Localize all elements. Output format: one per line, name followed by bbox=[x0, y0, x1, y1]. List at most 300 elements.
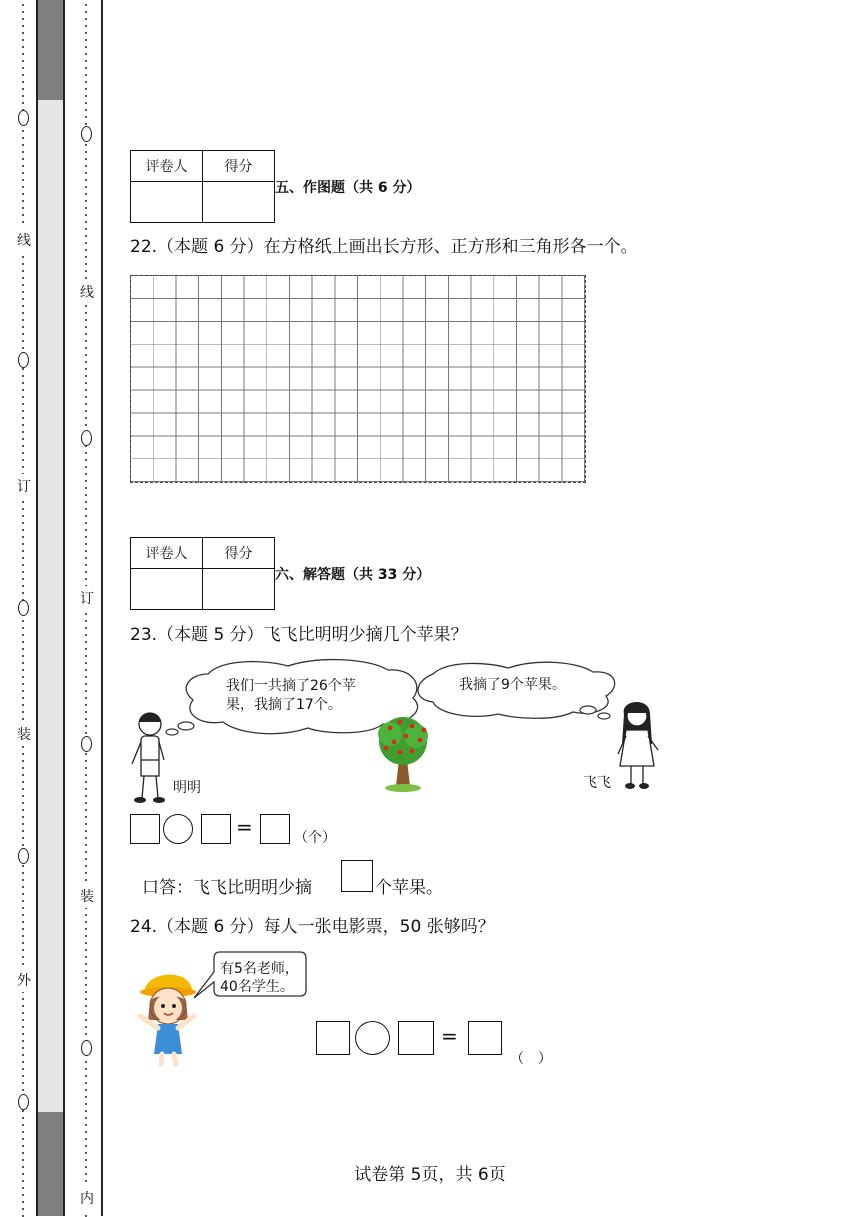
operator-circle[interactable] bbox=[355, 1021, 390, 1055]
margin-dot bbox=[85, 494, 87, 496]
margin-dot bbox=[22, 893, 24, 895]
margin-dot bbox=[85, 718, 87, 720]
margin-dot bbox=[85, 46, 87, 48]
margin-dot bbox=[22, 1068, 24, 1070]
margin-dot bbox=[22, 1208, 24, 1210]
margin-dot bbox=[85, 326, 87, 328]
margin-dot bbox=[22, 879, 24, 881]
margin-dot bbox=[85, 1145, 87, 1147]
margin-dot bbox=[22, 347, 24, 349]
margin-dot bbox=[85, 872, 87, 874]
margin-dot bbox=[22, 900, 24, 902]
margin-dot bbox=[22, 620, 24, 622]
margin-dot bbox=[22, 571, 24, 573]
margin-dot bbox=[22, 333, 24, 335]
margin-dot bbox=[22, 277, 24, 279]
margin-dot bbox=[22, 95, 24, 97]
q24-bubble-line2: 40名学生。 bbox=[220, 979, 294, 995]
margin-dot bbox=[22, 711, 24, 713]
margin-dot bbox=[85, 312, 87, 314]
margin-dot bbox=[85, 340, 87, 342]
margin-dot bbox=[22, 669, 24, 671]
margin-dot bbox=[22, 886, 24, 888]
margin-dot bbox=[85, 858, 87, 860]
margin-dot bbox=[22, 200, 24, 202]
margin-dot bbox=[22, 396, 24, 398]
margin-dot bbox=[22, 641, 24, 643]
margin-dot bbox=[22, 11, 24, 13]
reviewer-header: 评卷人 bbox=[131, 151, 203, 182]
margin-dot bbox=[85, 144, 87, 146]
margin-dot bbox=[85, 214, 87, 216]
boy-mingming-icon bbox=[132, 713, 165, 803]
margin-dot bbox=[85, 18, 87, 20]
margin-dot bbox=[22, 424, 24, 426]
inner-label-seal: 装 bbox=[80, 884, 94, 908]
margin-dot bbox=[85, 697, 87, 699]
margin-dot bbox=[22, 438, 24, 440]
margin-dot bbox=[85, 550, 87, 552]
binding-hole-icon bbox=[18, 848, 29, 864]
margin-dot bbox=[22, 130, 24, 132]
margin-dot bbox=[22, 1040, 24, 1042]
margin-dot bbox=[85, 354, 87, 356]
margin-dot bbox=[22, 459, 24, 461]
margin-dot bbox=[85, 347, 87, 349]
margin-dot bbox=[22, 1054, 24, 1056]
operator-circle[interactable] bbox=[163, 814, 193, 844]
margin-dot bbox=[22, 627, 24, 629]
girl-with-hat-icon bbox=[140, 975, 196, 1064]
question-24: 24.（本题 6 分）每人一张电影票，50 张够吗？ bbox=[130, 917, 495, 937]
margin-dot bbox=[22, 767, 24, 769]
binding-hole-icon bbox=[18, 352, 29, 368]
margin-dot bbox=[22, 1047, 24, 1049]
margin-dot bbox=[85, 165, 87, 167]
margin-dot bbox=[22, 914, 24, 916]
answer-box[interactable] bbox=[201, 814, 231, 844]
question-23: 23.（本题 5 分）飞飞比明明少摘几个苹果？ bbox=[130, 625, 468, 645]
answer-box[interactable] bbox=[316, 1021, 350, 1055]
margin-dot bbox=[22, 1201, 24, 1203]
margin-dot bbox=[85, 396, 87, 398]
margin-dot bbox=[22, 340, 24, 342]
margin-dot bbox=[22, 1033, 24, 1035]
margin-dot bbox=[85, 158, 87, 160]
margin-dot bbox=[22, 67, 24, 69]
margin-dot bbox=[85, 1089, 87, 1091]
margin-dot bbox=[85, 200, 87, 202]
margin-dot bbox=[22, 501, 24, 503]
margin-dot bbox=[85, 830, 87, 832]
margin-dot bbox=[85, 319, 87, 321]
margin-dot bbox=[85, 1096, 87, 1098]
margin-dot bbox=[85, 333, 87, 335]
bubble-left-line2: 果，我摘了17个。 bbox=[226, 697, 342, 713]
margin-dot bbox=[22, 536, 24, 538]
reviewer-header: 评卷人 bbox=[131, 538, 203, 569]
outer-label-outside: 外 bbox=[17, 968, 31, 992]
margin-dot bbox=[85, 669, 87, 671]
margin-dot bbox=[22, 543, 24, 545]
margin-dot bbox=[85, 1082, 87, 1084]
margin-dot bbox=[85, 760, 87, 762]
margin-dot bbox=[22, 81, 24, 83]
margin-dot bbox=[22, 963, 24, 965]
margin-dot bbox=[85, 389, 87, 391]
margin-dot bbox=[22, 53, 24, 55]
margin-dot bbox=[22, 788, 24, 790]
margin-dot bbox=[85, 676, 87, 678]
margin-dot bbox=[22, 942, 24, 944]
margin-dot bbox=[85, 368, 87, 370]
margin-dot bbox=[22, 949, 24, 951]
margin-dot bbox=[22, 18, 24, 20]
margin-dot bbox=[22, 935, 24, 937]
margin-line-left bbox=[36, 0, 38, 1216]
margin-dot bbox=[85, 571, 87, 573]
margin-dot bbox=[85, 823, 87, 825]
margin-dot bbox=[85, 221, 87, 223]
page-footer: 试卷第 5页，共 6页 bbox=[354, 1165, 506, 1185]
margin-dot bbox=[85, 459, 87, 461]
question-22: 22.（本题 6 分）在方格纸上画出长方形、正方形和三角形各一个。 bbox=[130, 237, 638, 257]
margin-dot bbox=[85, 508, 87, 510]
margin-dot bbox=[85, 543, 87, 545]
margin-dot bbox=[85, 704, 87, 706]
margin-dot bbox=[22, 431, 24, 433]
margin-dot bbox=[85, 984, 87, 986]
margin-dot bbox=[22, 823, 24, 825]
answer-box[interactable] bbox=[468, 1021, 502, 1055]
score-table-6 bbox=[130, 537, 275, 610]
margin-dot bbox=[22, 690, 24, 692]
oral-answer-prefix: 口答：飞飞比明明少摘 bbox=[142, 878, 312, 898]
margin-dot bbox=[22, 284, 24, 286]
margin-dot bbox=[22, 697, 24, 699]
margin-dot bbox=[85, 928, 87, 930]
margin-dot bbox=[85, 564, 87, 566]
margin-dot bbox=[85, 1033, 87, 1035]
margin-dot bbox=[22, 1187, 24, 1189]
margin-dot bbox=[22, 1152, 24, 1154]
margin-dot bbox=[22, 375, 24, 377]
margin-dot bbox=[85, 172, 87, 174]
margin-dot bbox=[22, 816, 24, 818]
outer-label-seal: 装 bbox=[17, 722, 31, 746]
oral-answer-box[interactable] bbox=[341, 860, 373, 892]
margin-dot bbox=[85, 1138, 87, 1140]
margin-dot bbox=[85, 802, 87, 804]
margin-dot bbox=[22, 585, 24, 587]
answer-parentheses: （ ） bbox=[510, 1051, 552, 1067]
margin-dot bbox=[85, 403, 87, 405]
margin-dot bbox=[22, 809, 24, 811]
margin-dot bbox=[22, 403, 24, 405]
margin-dot bbox=[85, 1117, 87, 1119]
margin-dot bbox=[85, 774, 87, 776]
margin-dot bbox=[22, 445, 24, 447]
margin-dot bbox=[22, 998, 24, 1000]
margin-dot bbox=[85, 837, 87, 839]
margin-dot bbox=[85, 193, 87, 195]
margin-dot bbox=[85, 305, 87, 307]
score-cell[interactable] bbox=[203, 182, 275, 223]
margin-dot bbox=[22, 760, 24, 762]
girl-name-label: 飞飞 bbox=[583, 775, 611, 791]
margin-dot bbox=[85, 732, 87, 734]
margin-dot bbox=[22, 662, 24, 664]
margin-dot bbox=[22, 1026, 24, 1028]
margin-dot bbox=[85, 963, 87, 965]
margin-dot bbox=[85, 151, 87, 153]
margin-dot bbox=[85, 102, 87, 104]
margin-dot bbox=[22, 550, 24, 552]
score-table-5 bbox=[130, 150, 275, 223]
margin-dot bbox=[85, 1103, 87, 1105]
margin-dot bbox=[22, 753, 24, 755]
binding-hole-icon bbox=[81, 736, 92, 752]
margin-dot bbox=[22, 368, 24, 370]
margin-dot bbox=[85, 424, 87, 426]
margin-dot bbox=[22, 844, 24, 846]
margin-dot bbox=[85, 1068, 87, 1070]
margin-dot bbox=[22, 144, 24, 146]
margin-dot bbox=[85, 67, 87, 69]
inner-label-line: 线 bbox=[80, 280, 94, 304]
margin-dot bbox=[85, 956, 87, 958]
margin-dot bbox=[22, 683, 24, 685]
margin-dot bbox=[85, 613, 87, 615]
margin-dot bbox=[22, 151, 24, 153]
margin-dot bbox=[85, 452, 87, 454]
margin-dot bbox=[85, 11, 87, 13]
margin-dot bbox=[85, 970, 87, 972]
margin-dot bbox=[22, 452, 24, 454]
margin-dot bbox=[85, 1026, 87, 1028]
margin-dot bbox=[85, 998, 87, 1000]
margin-dot bbox=[22, 1061, 24, 1063]
margin-dot bbox=[85, 277, 87, 279]
margin-dot bbox=[22, 1117, 24, 1119]
margin-dot bbox=[22, 564, 24, 566]
margin-dot bbox=[85, 1075, 87, 1077]
margin-dot bbox=[22, 1138, 24, 1140]
margin-dot bbox=[22, 221, 24, 223]
boy-name-label: 明明 bbox=[173, 780, 201, 796]
margin-dot bbox=[22, 39, 24, 41]
margin-dot bbox=[22, 830, 24, 832]
margin-dot bbox=[85, 851, 87, 853]
margin-dot bbox=[22, 137, 24, 139]
margin-dot bbox=[85, 123, 87, 125]
binding-hole-icon bbox=[18, 1094, 29, 1110]
margin-dot bbox=[22, 515, 24, 517]
margin-dot bbox=[85, 809, 87, 811]
margin-dot bbox=[85, 263, 87, 265]
margin-dot bbox=[85, 711, 87, 713]
equals-sign: = bbox=[441, 1024, 458, 1048]
margin-dot bbox=[85, 816, 87, 818]
margin-dot bbox=[85, 417, 87, 419]
margin-line-right bbox=[101, 0, 103, 1216]
square-grid-paper[interactable] bbox=[130, 275, 586, 483]
margin-dot bbox=[22, 25, 24, 27]
margin-dot bbox=[22, 1089, 24, 1091]
apple-tree-icon bbox=[378, 717, 428, 792]
inner-label-inside: 内 bbox=[80, 1186, 94, 1210]
binding-hole-icon bbox=[81, 126, 92, 142]
score-cell[interactable] bbox=[203, 569, 275, 610]
margin-dot bbox=[22, 88, 24, 90]
margin-dot bbox=[22, 256, 24, 258]
bubble-left-line1: 我们一共摘了26个苹 bbox=[226, 678, 356, 694]
binding-hole-icon bbox=[18, 110, 29, 126]
margin-dot bbox=[85, 865, 87, 867]
margin-dot bbox=[22, 676, 24, 678]
margin-dot bbox=[85, 207, 87, 209]
margin-dot bbox=[22, 165, 24, 167]
binding-hole-icon bbox=[18, 600, 29, 616]
margin-dot bbox=[85, 914, 87, 916]
margin-dot bbox=[22, 655, 24, 657]
binding-hole-icon bbox=[81, 430, 92, 446]
unit-label: （个） bbox=[294, 830, 336, 846]
margin-dot bbox=[85, 81, 87, 83]
girl-feifei-icon bbox=[618, 702, 658, 789]
margin-dot bbox=[85, 249, 87, 251]
margin-dot bbox=[85, 361, 87, 363]
margin-dot bbox=[22, 4, 24, 6]
equals-sign: = bbox=[236, 815, 253, 839]
margin-dot bbox=[85, 949, 87, 951]
margin-dot bbox=[22, 298, 24, 300]
margin-dot bbox=[85, 942, 87, 944]
margin-dot bbox=[85, 655, 87, 657]
margin-dot bbox=[85, 235, 87, 237]
reviewer-cell[interactable] bbox=[131, 569, 203, 610]
margin-dot bbox=[22, 319, 24, 321]
margin-dot bbox=[22, 270, 24, 272]
margin-dot bbox=[85, 788, 87, 790]
margin-dot bbox=[85, 4, 87, 6]
margin-dot bbox=[85, 753, 87, 755]
margin-dot bbox=[22, 32, 24, 34]
margin-dot bbox=[85, 991, 87, 993]
margin-dot bbox=[22, 795, 24, 797]
margin-dot bbox=[85, 39, 87, 41]
margin-dot bbox=[22, 193, 24, 195]
section-6-title: 六、解答题（共 33 分） bbox=[275, 567, 431, 583]
margin-dot bbox=[22, 872, 24, 874]
bubble-right-text: 我摘了9个苹果。 bbox=[459, 677, 566, 693]
margin-dot bbox=[85, 557, 87, 559]
margin-dot bbox=[22, 410, 24, 412]
margin-dot bbox=[22, 1019, 24, 1021]
margin-dot bbox=[22, 865, 24, 867]
margin-dot bbox=[22, 522, 24, 524]
margin-dot bbox=[22, 1110, 24, 1112]
q24-bubble-line1: 有5名老师， bbox=[220, 961, 299, 977]
outer-label-bind: 订 bbox=[17, 474, 31, 498]
margin-dot bbox=[22, 1124, 24, 1126]
margin-dot bbox=[85, 53, 87, 55]
margin-dot bbox=[85, 1012, 87, 1014]
margin-dot bbox=[85, 1110, 87, 1112]
margin-dot bbox=[85, 32, 87, 34]
margin-dot bbox=[85, 256, 87, 258]
margin-dot bbox=[22, 417, 24, 419]
margin-dot bbox=[85, 662, 87, 664]
margin-dot bbox=[85, 515, 87, 517]
margin-dot bbox=[85, 116, 87, 118]
margin-dot bbox=[22, 956, 24, 958]
reviewer-cell[interactable] bbox=[131, 182, 203, 223]
margin-dot bbox=[85, 522, 87, 524]
margin-dot bbox=[85, 179, 87, 181]
margin-dot bbox=[85, 228, 87, 230]
margin-dot bbox=[85, 935, 87, 937]
margin-dot bbox=[85, 648, 87, 650]
margin-dot bbox=[85, 186, 87, 188]
margin-dot bbox=[22, 305, 24, 307]
margin-dot bbox=[85, 382, 87, 384]
margin-dot bbox=[22, 102, 24, 104]
margin-dot bbox=[85, 375, 87, 377]
section-5-title: 五、作图题（共 6 分） bbox=[275, 180, 421, 196]
margin-dot bbox=[85, 473, 87, 475]
outer-label-line: 线 bbox=[17, 228, 31, 252]
answer-box[interactable] bbox=[260, 814, 290, 844]
margin-dot bbox=[22, 1145, 24, 1147]
margin-dot bbox=[22, 1082, 24, 1084]
answer-box[interactable] bbox=[130, 814, 160, 844]
answer-box[interactable] bbox=[398, 1021, 434, 1055]
margin-dot bbox=[85, 683, 87, 685]
margin-dot bbox=[22, 578, 24, 580]
margin-dot bbox=[22, 389, 24, 391]
margin-dot bbox=[85, 1131, 87, 1133]
margin-dot bbox=[22, 648, 24, 650]
margin-dot bbox=[22, 60, 24, 62]
margin-dot bbox=[85, 795, 87, 797]
margin-dot bbox=[22, 1194, 24, 1196]
margin-dot bbox=[22, 1131, 24, 1133]
margin-dot bbox=[22, 746, 24, 748]
margin-dot bbox=[85, 641, 87, 643]
margin-dot bbox=[85, 242, 87, 244]
margin-dot bbox=[22, 508, 24, 510]
margin-dot bbox=[85, 410, 87, 412]
margin-dot bbox=[85, 767, 87, 769]
margin-dot bbox=[85, 620, 87, 622]
score-header: 得分 bbox=[203, 151, 275, 182]
margin-dot bbox=[85, 1061, 87, 1063]
score-header: 得分 bbox=[203, 538, 275, 569]
margin-dot bbox=[22, 1012, 24, 1014]
margin-dot bbox=[85, 95, 87, 97]
margin-dot bbox=[85, 109, 87, 111]
margin-dot bbox=[85, 844, 87, 846]
margin-dot bbox=[22, 312, 24, 314]
margin-dot bbox=[22, 172, 24, 174]
margin-dark-block-top bbox=[36, 0, 64, 100]
margin-dot bbox=[85, 270, 87, 272]
margin-dot bbox=[22, 179, 24, 181]
margin-dot bbox=[85, 74, 87, 76]
margin-dot bbox=[22, 928, 24, 930]
margin-dot bbox=[22, 207, 24, 209]
